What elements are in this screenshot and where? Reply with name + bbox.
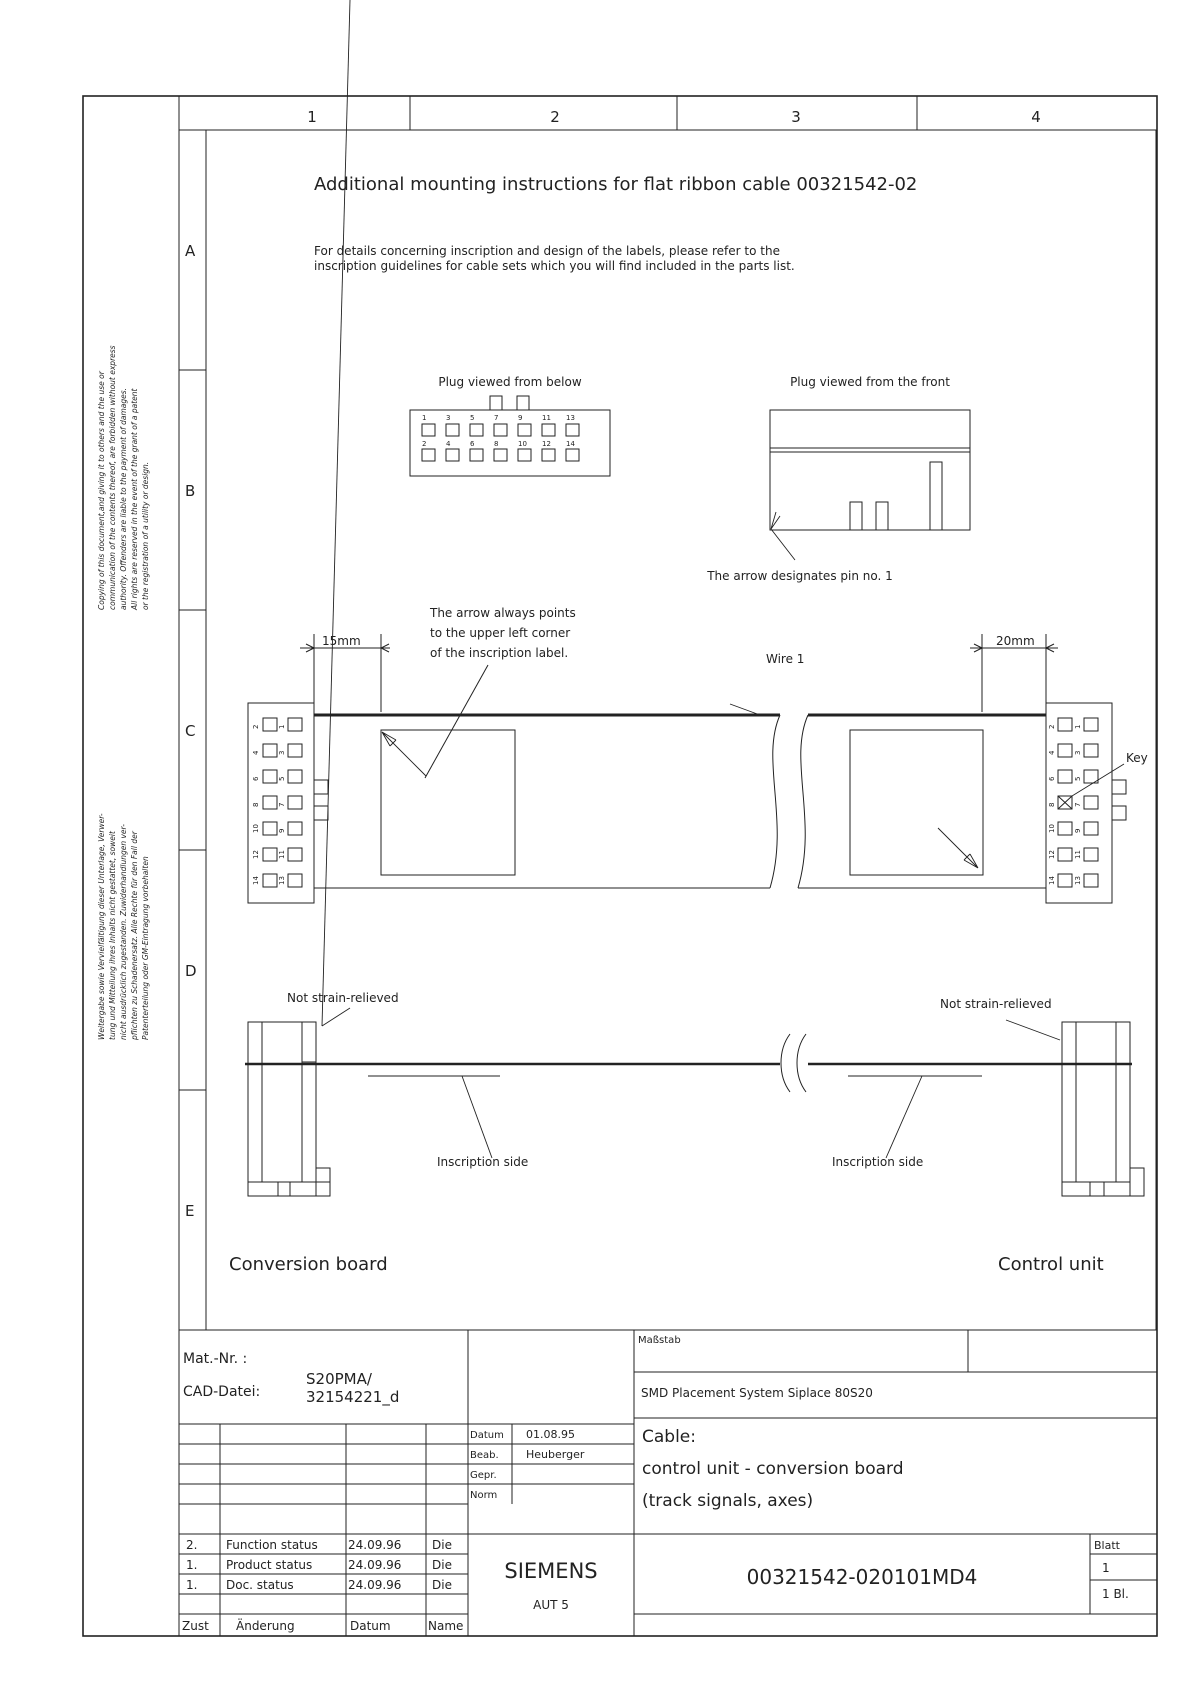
revision-name: Die [432, 1578, 452, 1592]
pin-number: 9 [1074, 828, 1082, 833]
pin-number: 13 [1074, 876, 1082, 885]
header-datum: Datum [350, 1619, 391, 1633]
department: AUT 5 [533, 1598, 569, 1612]
inscription-label-left [381, 730, 515, 875]
revision-datum: 24.09.96 [348, 1578, 402, 1592]
conversion-board-label: Conversion board [229, 1254, 388, 1275]
copyright-line: All rights are reserved in the event of the grant of a patent [130, 388, 139, 610]
grid-column-1: 1 [307, 108, 317, 126]
beab-label: Beab. [470, 1450, 499, 1461]
pin-number: 9 [278, 828, 286, 833]
plug-front-label: Plug viewed from the front [790, 375, 950, 389]
dimension-15mm [300, 634, 390, 712]
copyright-line: authority. Offenders are liable to the payment of damages. [119, 387, 128, 610]
inscription-side-right: Inscription side [832, 1155, 924, 1169]
pin-number: 4 [252, 750, 260, 755]
pin-number: 6 [470, 440, 475, 448]
copyright-line: pflichten zu Schadenersatz. Alle Rechte für den Fall der [130, 831, 139, 1040]
title-block [179, 1330, 1157, 1636]
pin-numbers [422, 414, 575, 448]
mat-nr-label: Mat.-Nr. : [183, 1351, 248, 1367]
revision-datum: 24.09.96 [348, 1538, 402, 1552]
blatt-label: Blatt [1094, 1539, 1120, 1552]
dim-15mm-label: 15mm [322, 634, 361, 648]
pin-number: 3 [278, 750, 286, 755]
pin-number: 9 [518, 414, 523, 422]
pin-number: 3 [446, 414, 451, 422]
grid-column-2: 2 [550, 108, 560, 126]
cable-description-line-1: control unit - conversion board [642, 1459, 904, 1479]
copyright-english [97, 345, 150, 611]
grid-column-3: 3 [791, 108, 801, 126]
pin-number: 11 [278, 850, 286, 859]
arrow-note-line-1: The arrow always points [430, 606, 576, 620]
copyright-line: nicht ausdrücklich zugestanden. Zuwiderhandlungen ver- [119, 824, 128, 1040]
cad-value-line-2: 32154221_d [306, 1388, 400, 1406]
pin-number: 12 [252, 850, 260, 859]
pin-number: 8 [494, 440, 499, 448]
grid-row-d: D [185, 962, 197, 980]
copyright-line: Weitergabe sowie Vervielfältigung dieser Unterlage, Verwer- [97, 813, 106, 1040]
blatt-value: 1 [1102, 1561, 1110, 1575]
arrow-note-line-2: to the upper left corner [430, 626, 571, 640]
left-connector-side [248, 1022, 330, 1196]
copyright-line: communication of the contents thereof, are forbidden without express [108, 345, 117, 610]
key-marker-icon [1058, 796, 1072, 809]
copyright-line: or the registration of a utility or design. [141, 461, 150, 610]
datum-label: Datum [470, 1430, 504, 1441]
pin-number: 3 [1074, 750, 1082, 755]
revision-name: Die [432, 1538, 452, 1552]
header-zust: Zust [182, 1619, 209, 1633]
not-strain-relieved-right: Not strain-relieved [940, 997, 1052, 1011]
pin-number: 14 [566, 440, 575, 448]
revision-aenderung: Doc. status [226, 1578, 294, 1592]
pin-number: 11 [1074, 850, 1082, 859]
gepr-label: Gepr. [470, 1470, 497, 1481]
pin-number: 14 [1048, 876, 1056, 885]
pin-number: 1 [422, 414, 427, 422]
note-line-2: inscription guidelines for cable sets which you will find included in the parts list. [314, 259, 795, 273]
norm-label: Norm [470, 1490, 498, 1501]
grid-row-labels [185, 242, 197, 1220]
drawing-title: Additional mounting instructions for flat ribbon cable 00321542-02 [314, 174, 918, 195]
pin-number: 1 [278, 724, 286, 729]
revision-name: Die [432, 1558, 452, 1572]
pin-number: 10 [1048, 824, 1056, 833]
not-strain-relieved-left: Not strain-relieved [287, 991, 399, 1005]
wire-1-label: Wire 1 [766, 652, 805, 666]
pin-number: 1 [1074, 724, 1082, 729]
grid-row-a: A [185, 242, 196, 260]
pin-number: 2 [1048, 724, 1056, 729]
pin-number: 4 [1048, 750, 1056, 755]
revision-zust: 1. [186, 1578, 198, 1592]
cable-top-view [248, 606, 1148, 903]
revision-aenderung: Function status [226, 1538, 318, 1552]
header-aenderung: Änderung [236, 1619, 295, 1633]
pin-number: 2 [422, 440, 427, 448]
left-connector-top [248, 703, 328, 903]
cable-label: Cable: [642, 1427, 696, 1447]
pin-number: 8 [252, 802, 260, 807]
grid-column-4: 4 [1031, 108, 1041, 126]
plug-below-label: Plug viewed from below [438, 375, 582, 389]
blatt-total: 1 Bl. [1102, 1587, 1129, 1601]
grid-column-labels [307, 108, 1041, 126]
dimension-20mm [970, 634, 1058, 712]
cad-label: CAD-Datei: [183, 1384, 261, 1400]
grid-row-e: E [185, 1202, 195, 1220]
right-connector-side [1062, 1022, 1144, 1196]
plug-front-view [706, 375, 970, 583]
pin-number: 7 [278, 802, 286, 807]
revision-datum: 24.09.96 [348, 1558, 402, 1572]
grid-row-c: C [185, 722, 196, 740]
pin-number: 13 [566, 414, 575, 422]
pin1-note: The arrow designates pin no. 1 [707, 569, 893, 583]
ribbon-cable [314, 704, 1046, 888]
pin-number: 5 [470, 414, 475, 422]
pin-number: 14 [252, 876, 260, 885]
copyright-german [97, 813, 150, 1041]
pin-number: 7 [494, 414, 499, 422]
revision-table [182, 1538, 463, 1633]
cable-description-line-2: (track signals, axes) [642, 1491, 814, 1511]
pin-number: 11 [542, 414, 551, 422]
scale-label: Maßstab [638, 1335, 681, 1346]
inscription-side-left: Inscription side [437, 1155, 529, 1169]
pin-number: 6 [252, 776, 260, 781]
beab-value: Heuberger [526, 1448, 585, 1461]
control-unit-label: Control unit [998, 1254, 1104, 1275]
pin-number: 7 [1074, 802, 1082, 807]
copyright-line: tung und Mitteilung ihres Inhalts nicht gestattet, soweit [108, 831, 117, 1040]
sheet-frame [83, 96, 1157, 1636]
copyright-line: Patenterteilung oder GM-Eintragung vorbehalten [141, 856, 150, 1040]
plug-bottom-view [410, 375, 610, 476]
pin-number: 12 [542, 440, 551, 448]
copyright-line: Copying of this document,and giving it to others and the use or [97, 371, 106, 610]
pin-number: 4 [446, 440, 451, 448]
revision-zust: 2. [186, 1538, 198, 1552]
pin-number: 8 [1048, 802, 1056, 807]
revision-zust: 1. [186, 1558, 198, 1572]
company-name: SIEMENS [504, 1559, 598, 1583]
pin-number: 5 [278, 776, 286, 781]
cad-value-line-1: S20PMA/ [306, 1370, 372, 1388]
pin-number: 13 [278, 876, 286, 885]
header-name: Name [428, 1619, 464, 1633]
system-name: SMD Placement System Siplace 80S20 [641, 1386, 873, 1400]
pin-number: 10 [252, 824, 260, 833]
grid-row-b: B [185, 482, 196, 500]
note-line-1: For details concerning inscription and design of the labels, please refer to the [314, 244, 780, 258]
key-label: Key [1126, 751, 1148, 765]
dim-20mm-label: 20mm [996, 634, 1035, 648]
right-connector-top [1046, 703, 1126, 903]
drawing-number: 00321542-020101MD4 [746, 1565, 978, 1589]
pin-number: 5 [1074, 776, 1082, 781]
pin-number: 10 [518, 440, 527, 448]
arrow-note-line-3: of the inscription label. [430, 646, 569, 660]
revision-aenderung: Product status [226, 1558, 313, 1572]
datum-value: 01.08.95 [526, 1428, 575, 1441]
pin-number: 6 [1048, 776, 1056, 781]
pin-number: 2 [252, 724, 260, 729]
pin-number: 12 [1048, 850, 1056, 859]
